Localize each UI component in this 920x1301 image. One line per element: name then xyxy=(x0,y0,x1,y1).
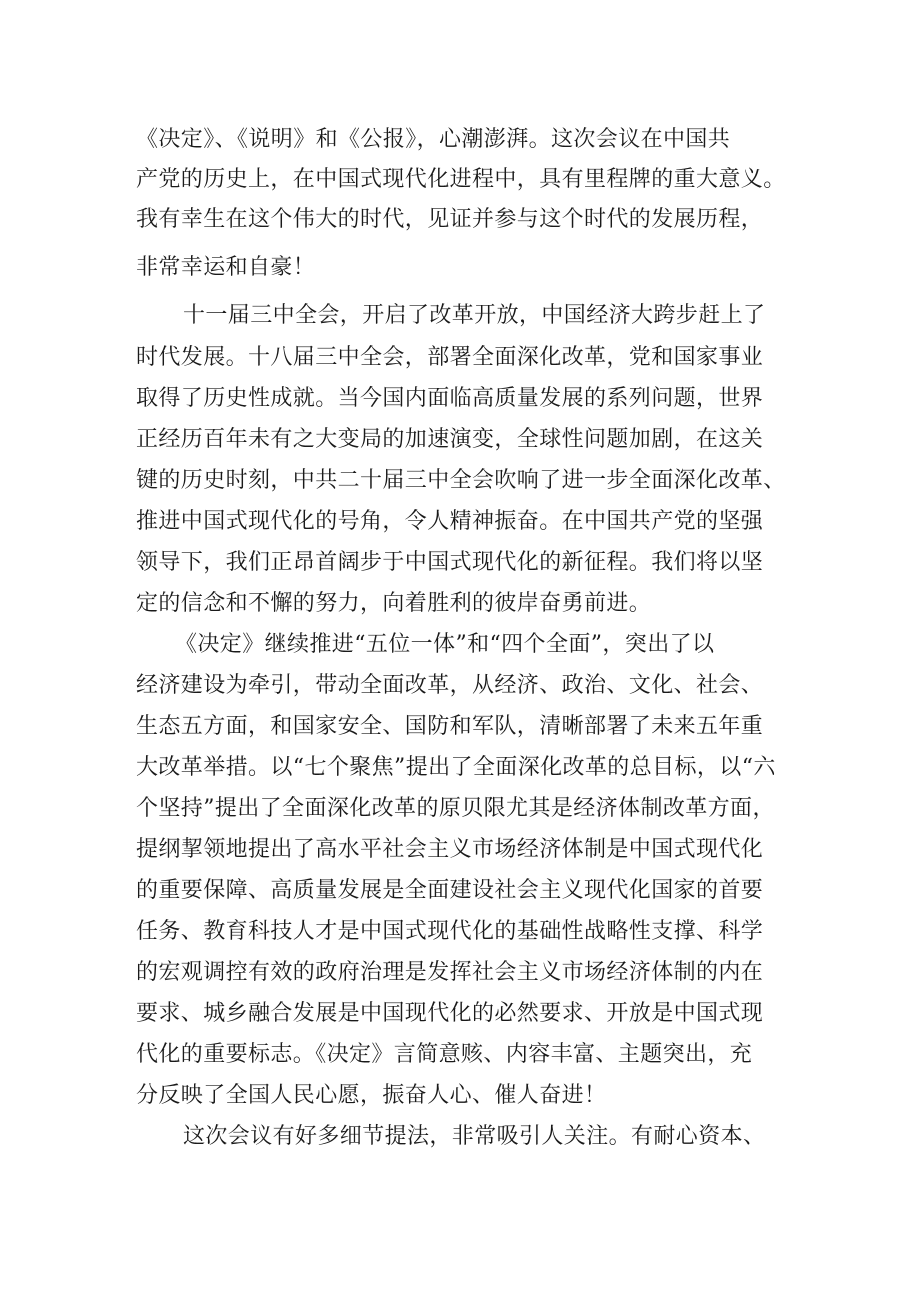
text-line: 提纲挈领地提出了高水平社会主义市场经济体制是中国式现代化 xyxy=(136,837,764,862)
text-line: 代化的重要标志。《决定》言简意赅、内容丰富、主题突出，充 xyxy=(136,1042,753,1067)
text-line: 正经历百年未有之大变局的加速演变，全球性问题加剧，在这关 xyxy=(136,427,764,452)
text-line: 推进中国式现代化的号角，令人精神振奋。在中国共产党的坚强 xyxy=(136,509,764,534)
text-line: 要求、城乡融合发展是中国现代化的必然要求、开放是中国式现 xyxy=(136,1001,764,1026)
text-line: 的宏观调控有效的政府治理是发挥社会主义市场经济体制的内在 xyxy=(136,960,764,985)
text-line: 十一届三中全会，开启了改革开放，中国经济大跨步赶上了 xyxy=(183,303,766,328)
text-line: 键的历史时刻，中共二十届三中全会吹响了进一步全面深化改革、 xyxy=(136,468,786,493)
text-line: 生态五方面，和国家安全、国防和军队，清晰部署了未来五年重 xyxy=(136,714,764,739)
text-line: 这次会议有好多细节提法，非常吸引人关注。有耐心资本、 xyxy=(183,1124,766,1149)
text-line: 的重要保障、高质量发展是全面建设社会主义现代化国家的首要 xyxy=(136,878,764,903)
text-line: 我有幸生在这个伟大的时代，见证并参与这个时代的发展历程， xyxy=(136,207,764,232)
text-line: 分反映了全国人民心愿，振奋人心、催人奋进！ xyxy=(136,1083,607,1108)
text-line: 领导下，我们正昂首阔步于中国式现代化的新征程。我们将以坚 xyxy=(136,550,764,575)
text-line: 个坚持”提出了全面深化改革的原贝限尤其是经济体制改革方面， xyxy=(136,796,775,821)
text-line: 时代发展。十八届三中全会，部署全面深化改革，党和国家事业 xyxy=(136,345,764,370)
text-line: 非常幸运和自豪！ xyxy=(136,255,316,280)
text-line: 《决定》继续推进“五位一体”和“四个全面”，突出了以 xyxy=(175,632,715,657)
text-line: 《决定》、《说明》和《公报》，心潮澎湃。这次会议在中国共 xyxy=(136,127,731,152)
text-line: 产党的历史上，在中国式现代化进程中，具有里程牌的重大意义。 xyxy=(136,167,786,192)
text-line: 定的信念和不懈的努力，向着胜利的彼岸奋勇前进。 xyxy=(136,591,652,616)
text-line: 大改革举措。以“七个聚焦”提出了全面深化改革的总目标，以“六 xyxy=(136,755,776,780)
text-line: 经济建设为牵引，带动全面改革，从经济、政治、文化、社会、 xyxy=(136,673,764,698)
text-line: 任务、教育科技人才是中国式现代化的基础性战略性支撑、科学 xyxy=(136,919,764,944)
text-line: 取得了历史性成就。当今国内面临高质量发展的系列问题，世界 xyxy=(136,386,764,411)
